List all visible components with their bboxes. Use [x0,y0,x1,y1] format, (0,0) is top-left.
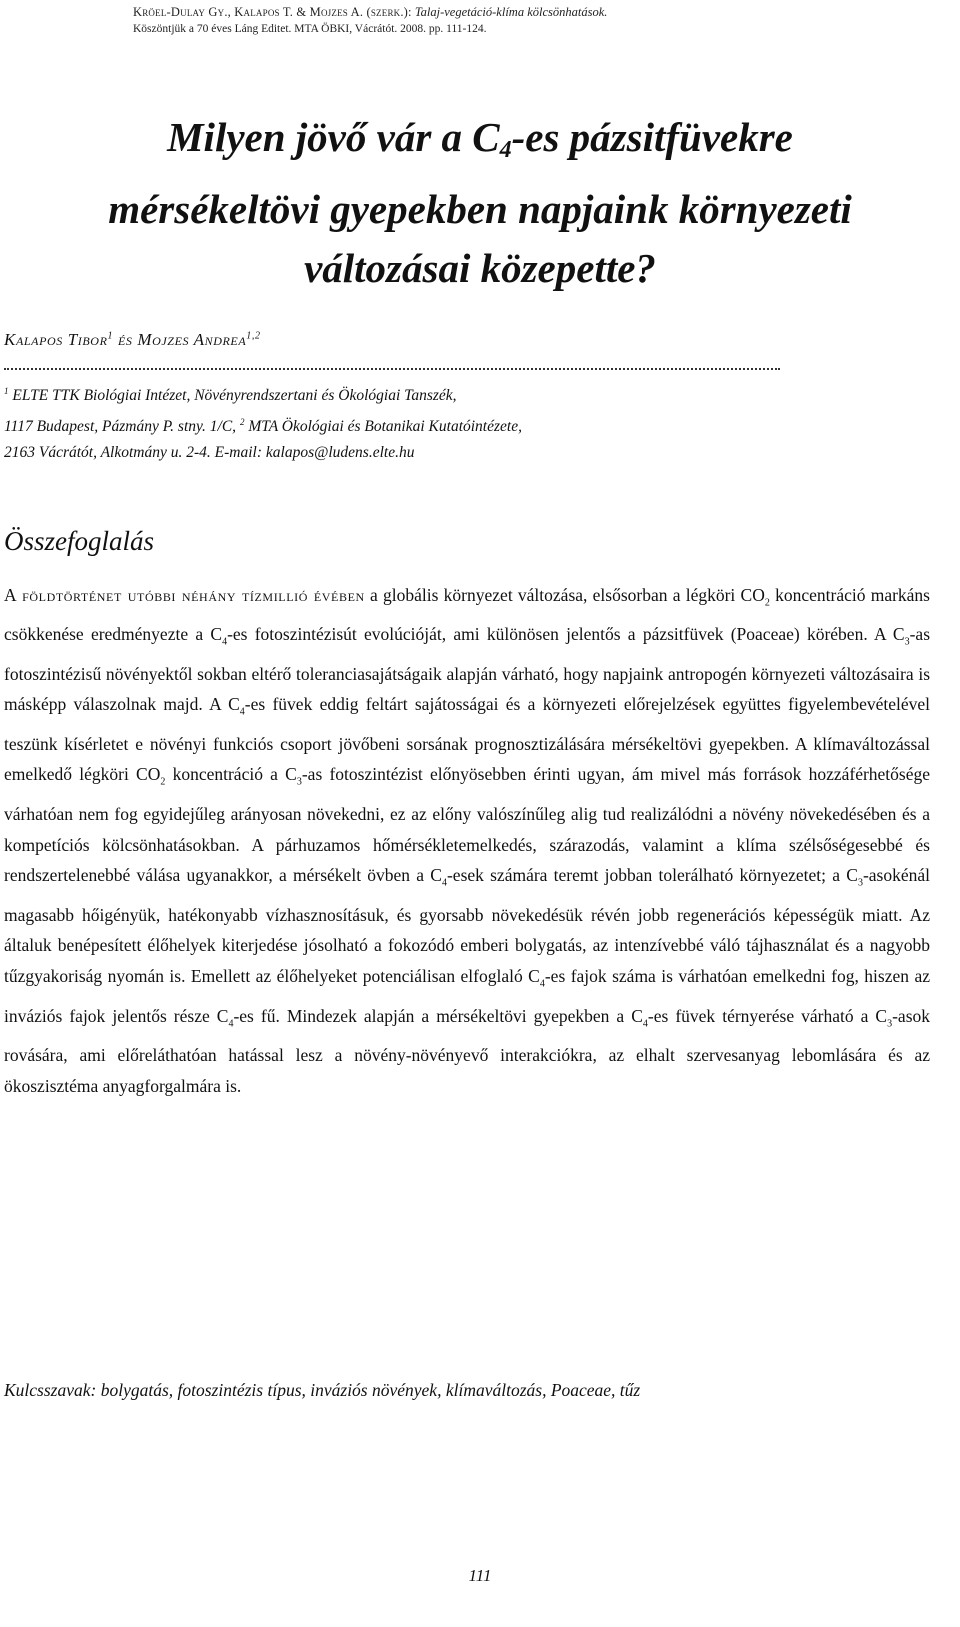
section-heading: Összefoglalás [4,526,155,556]
author-1: Kalapos Tibor [4,330,108,349]
author-1-sup: 1 [107,330,114,342]
abstract-text: -as fotoszintézist előnyösebben érinti ugyan, ám mivel más források hozzáférhetősége várhatóan nem fog egyidejűleg arányosan növekedni, ez az előny valószínűleg alig tud realizálódni a növény növekedésében és a kompetíciós kölcsönhatásokban. A párhuzamos hőmérsékletemelkedés, szárazodás, valamint a klíma szélsőségesebbé és rendszertelenebbé válása ugyanakkor, a mérsékelt övben a C [4,764,931,886]
abstract-text: koncentráció markáns csökkenése eredményezte a C [4,585,930,645]
keywords: Kulcsszavak: bolygatás, fotoszintézis típus, inváziós növények, klímaváltozás, Poaceae, tűz [4,1380,641,1400]
abstract-subscript: 4 [539,978,545,990]
title-line-1-part-a: Milyen jövő vár a C [167,114,500,160]
title-line-1-part-b: -es pázsitfüvekre [511,114,793,160]
title-line-2: mérsékeltövi gyepekben napjaink környezeti [108,186,852,232]
header-citation-line: Köszöntjük a 70 éves Láng Editet. MTA ÖBKI, Vácrátót. 2008. pp. 111-124. [133,23,487,35]
author-2: Mojzes Andrea [137,330,247,349]
title-subscript: 4 [499,137,512,163]
author-list [4,330,261,350]
header-book-title: Talaj-vegetáció-klíma kölcsönhatások. [414,5,608,19]
page-number: 111 [468,1566,492,1585]
abstract-paragraph [4,580,930,1101]
author-2-sup: 1,2 [246,330,261,342]
title-line-3: változásai közepette? [304,245,656,291]
abstract-lead: A földtörténet utóbbi néhány tízmillió évében [4,585,365,605]
affiliation-text-2a: 1117 Budapest, Pázmány P. stny. 1/C, [4,418,240,436]
running-header [133,4,893,21]
article-title [0,108,960,298]
abstract-text: -es fotoszintézisút evolúcióját, ami különösen jelentős a pázsitfüvek (Poaceae) körében. A C [227,624,905,645]
abstract-subscript: 2 [764,597,770,609]
abstract-text: -es fajok száma is várhatóan emelkedni fog, hiszen az inváziós fajok jelentős része C [4,966,930,1026]
affiliation-text-2b: MTA Ökológiai és Botanikai Kutatóintézete, [244,418,522,436]
header-editors: Kröel-Dulay Gy., Kalapos T. & Mojzes A. (szerk.): [133,5,412,19]
abstract-subscript: 3 [296,776,302,788]
affiliation-text-1: ELTE TTK Biológiai Intézet, Növényrendszertani és Ökológiai Tanszék, [8,387,457,405]
abstract-subscript: 4 [642,1018,648,1030]
abstract-text: -es füvek eddig feltárt sajátosságai és a környezeti előrejelzések együttes figyelembevételével teszünk kísérletet e növényi funkciós csoport jövőbeni sorsának prognosztizálására mérsékeltövi gyepekben. A klímaváltozással emelkedő légköri CO [4,694,930,785]
abstract-text: -as fotoszintézisű növényektől sokban eltérő toleranciasajátságaik alapján várható, hogy napjaink antropogén környezeti változásaira is másképp válaszolnak majd. A C [4,624,930,715]
abstract-text: -es fű. Mindezek alapján a mérsékeltövi gyepekben a C [233,1005,643,1026]
title-line-1 [0,108,960,180]
abstract-text: -es füvek térnyerése várható a C [647,1005,888,1026]
abstract-subscript: 3 [887,1018,893,1030]
author-conjunction: és [113,330,138,349]
affiliation-line-2 [4,409,804,440]
abstract-subscript: 3 [904,636,910,648]
affiliation-line-1 [4,378,804,409]
affiliations [4,378,804,466]
abstract-subscript: 4 [441,877,447,889]
abstract-subscript: 3 [857,877,863,889]
abstract-subscript: 4 [222,636,228,648]
abstract-text: koncentráció a C [165,764,297,785]
dotted-divider [4,368,780,370]
abstract-text: -asokénál magasabb hőigényük, hatékonyabb vízhasznosításuk, és gyorsabb növekedésük révén jobb regenerációs képességük miatt. Az általuk benépesített élőhelyek kiterjedése jósolható a fokozódó emberi bolygatás, az intenzívebbé váló tájhasználat és a nagyobb tűzgyakoriság nyomán is. Emellett az élőhelyeket potenciálisan elfoglaló C [4,865,930,987]
abstract-text: a globális környezet változása, elsősorban a légköri CO [364,585,765,605]
abstract-subscript: 4 [239,706,245,718]
abstract-text: -esek számára teremt jobban tolerálható környezetet; a C [446,865,858,886]
affiliation-sup-2: 2 [239,417,245,428]
affiliation-sup-1: 1 [4,386,9,396]
abstract-subscript: 2 [160,776,166,788]
abstract-text: -asok rovására, ami előreláthatóan hatással lesz a növény-növényevő interakciókra, az elhalt szervesanyag lebomlására és az ökoszisztéma anyagforgalmára is. [4,1005,931,1096]
affiliation-line-3: 2163 Vácrátót, Alkotmány u. 2-4. E-mail: kalapos@ludens.elte.hu [4,444,415,462]
abstract-subscript: 4 [228,1018,234,1030]
